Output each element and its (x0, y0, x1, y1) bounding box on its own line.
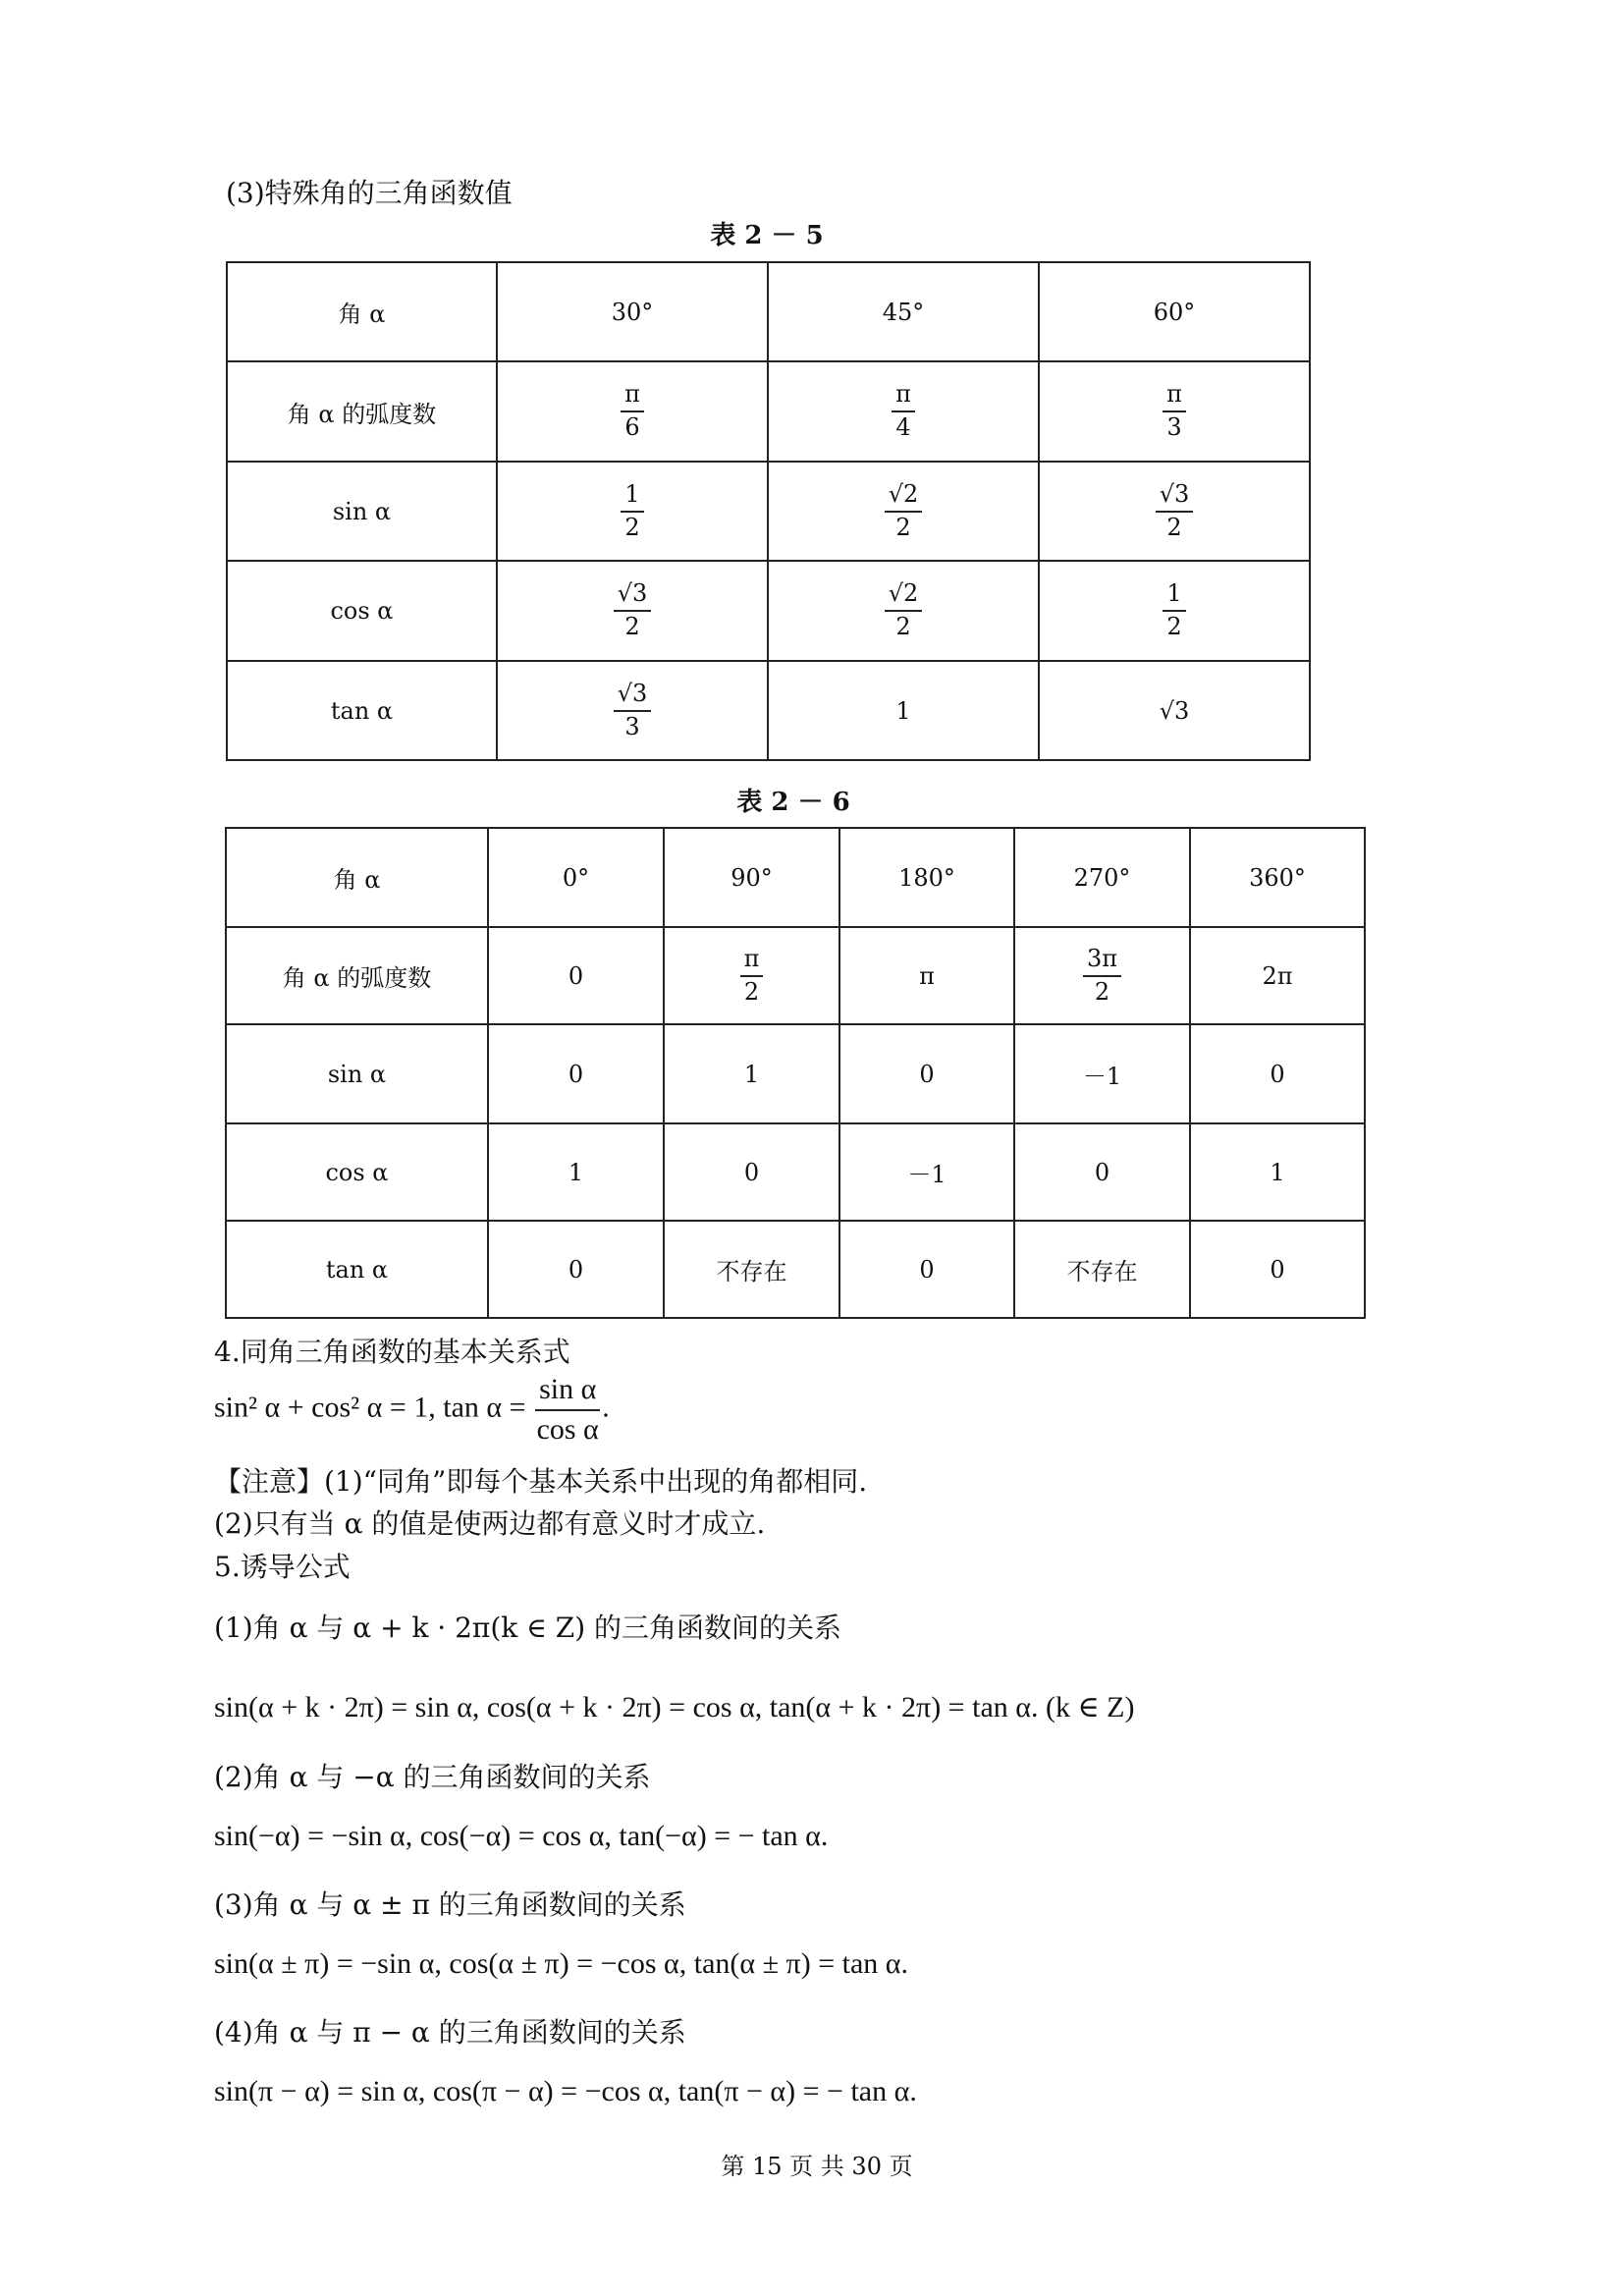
table1-header-row (227, 262, 1310, 361)
table1-header-cell: 45° (768, 262, 1039, 361)
denominator: 6 (624, 413, 640, 441)
section-title: (3)特殊角的三角函数值 (226, 177, 513, 209)
row-label: 角 α 的弧度数 (226, 927, 488, 1024)
table2-cos-row (226, 1123, 1365, 1221)
numerator: √3 (614, 681, 652, 712)
row-label: cos α (227, 561, 497, 661)
table2-header-cell: 270° (1014, 828, 1190, 927)
numerator: 3π (1083, 946, 1121, 977)
value-cell: 0 (839, 1221, 1014, 1318)
value-cell: 0 (1014, 1123, 1190, 1221)
induction-formula-1: sin(α + k · 2π) = sin α, cos(α + k · 2π) = cos α, tan(α + k · 2π) = tan α. (k ∈ Z) (214, 1691, 1135, 1723)
numerator: √2 (885, 580, 923, 612)
section4-title: 4.同角三角函数的基本关系式 (214, 1336, 570, 1368)
fraction-cell (1039, 561, 1310, 661)
induction-formula-4: sin(π − α) = sin α, cos(π − α) = −cos α, tan(π − α) = − tan α. (214, 2075, 917, 2107)
value-cell: 1 (488, 1123, 664, 1221)
denominator: 2 (624, 513, 640, 541)
fraction-cell (497, 361, 768, 462)
denominator: 3 (1166, 413, 1182, 441)
fraction-cell (768, 462, 1039, 561)
numerator: 1 (1163, 580, 1185, 612)
identity-formula (214, 1373, 610, 1447)
row-label: tan α (227, 661, 497, 760)
table2-header-cell: 180° (839, 828, 1014, 927)
denominator: 2 (624, 613, 640, 640)
table2-header-row (226, 828, 1365, 927)
fraction-cell (1039, 361, 1310, 462)
numerator: π (892, 381, 915, 412)
value-cell: 0 (839, 1024, 1014, 1123)
numerator: sin α (535, 1373, 600, 1411)
row-label: cos α (226, 1123, 488, 1221)
table1-sin-row (227, 462, 1310, 561)
value-cell: 0 (664, 1123, 839, 1221)
denominator: 2 (1166, 513, 1182, 541)
value-cell: 不存在 (1014, 1221, 1190, 1318)
table2-header-cell: 角 α (226, 828, 488, 927)
numerator: 1 (621, 481, 643, 513)
numerator: π (740, 946, 764, 977)
value-cell: 0 (1190, 1024, 1365, 1123)
induction-formula-2: sin(−α) = −sin α, cos(−α) = cos α, tan(−α) = − tan α. (214, 1820, 829, 1852)
denominator: 2 (1166, 613, 1182, 640)
value-cell: 2π (1190, 927, 1365, 1024)
row-label: 角 α 的弧度数 (227, 361, 497, 462)
fraction-cell (768, 561, 1039, 661)
numerator: √2 (885, 481, 923, 513)
value-cell: √3 (1039, 661, 1310, 760)
table2-tan-row (226, 1221, 1365, 1318)
denominator: cos α (536, 1412, 599, 1446)
value-cell: －1 (1014, 1024, 1190, 1123)
table2-header-cell: 360° (1190, 828, 1365, 927)
numerator: √3 (1156, 481, 1194, 513)
table2-sin-row (226, 1024, 1365, 1123)
fraction-cell (497, 561, 768, 661)
table2-header-cell: 90° (664, 828, 839, 927)
section5-title: 5.诱导公式 (214, 1551, 351, 1583)
table2-radian-row (226, 927, 1365, 1024)
fraction-cell (1014, 927, 1190, 1024)
table-2-5 (226, 261, 1311, 761)
row-label: tan α (226, 1221, 488, 1318)
value-cell: －1 (839, 1123, 1014, 1221)
table1-cos-row (227, 561, 1310, 661)
table2-caption: 表 2 － 6 (736, 788, 850, 817)
table2-header-cell: 0° (488, 828, 664, 927)
induction-formula-3: sin(α ± π) = −sin α, cos(α ± π) = −cos α, tan(α ± π) = tan α. (214, 1947, 908, 1980)
fraction-cell (1039, 462, 1310, 561)
fraction-cell (768, 361, 1039, 462)
table1-radian-row (227, 361, 1310, 462)
table-2-6 (225, 827, 1366, 1319)
formula-text: sin² α + cos² α = 1, tan α = (214, 1391, 534, 1424)
value-cell: 0 (488, 927, 664, 1024)
page-footer: 第 15 页 共 30 页 (721, 2153, 913, 2180)
value-cell: 0 (488, 1221, 664, 1318)
fraction-cell (497, 661, 768, 760)
value-cell: 0 (1190, 1221, 1365, 1318)
denominator: 2 (895, 613, 911, 640)
numerator: √3 (614, 580, 652, 612)
value-cell: 1 (768, 661, 1039, 760)
induction-heading-3: (3)角 α 与 α ± π 的三角函数间的关系 (214, 1888, 686, 1921)
denominator: 2 (1094, 977, 1110, 1006)
numerator: π (1163, 381, 1186, 412)
table1-header-cell: 30° (497, 262, 768, 361)
fraction-cell (497, 462, 768, 561)
value-cell: 1 (1190, 1123, 1365, 1221)
value-cell: 1 (664, 1024, 839, 1123)
value-cell: π (839, 927, 1014, 1024)
numerator: π (621, 381, 644, 412)
induction-heading-2: (2)角 α 与 −α 的三角函数间的关系 (214, 1761, 651, 1793)
denominator: 2 (895, 513, 911, 541)
denominator: 4 (895, 413, 911, 441)
induction-heading-1: (1)角 α 与 α + k · 2π(k ∈ Z) 的三角函数间的关系 (214, 1612, 842, 1644)
table1-caption: 表 2 － 5 (710, 221, 824, 250)
denominator: 2 (743, 977, 760, 1006)
table1-header-cell: 角 α (227, 262, 497, 361)
induction-heading-4: (4)角 α 与 π − α 的三角函数间的关系 (214, 2016, 686, 2049)
note-1: 【注意】(1)“同角”即每个基本关系中出现的角都相同. (214, 1465, 868, 1498)
value-cell: 0 (488, 1024, 664, 1123)
note-2: (2)只有当 α 的值是使两边都有意义时才成立. (214, 1507, 766, 1540)
denominator: 3 (624, 712, 640, 740)
table1-header-cell: 60° (1039, 262, 1310, 361)
formula-fraction (535, 1373, 600, 1447)
fraction-cell (664, 927, 839, 1024)
table1-tan-row (227, 661, 1310, 760)
row-label: sin α (227, 462, 497, 561)
row-label: sin α (226, 1024, 488, 1123)
formula-end: . (602, 1391, 610, 1424)
value-cell: 不存在 (664, 1221, 839, 1318)
